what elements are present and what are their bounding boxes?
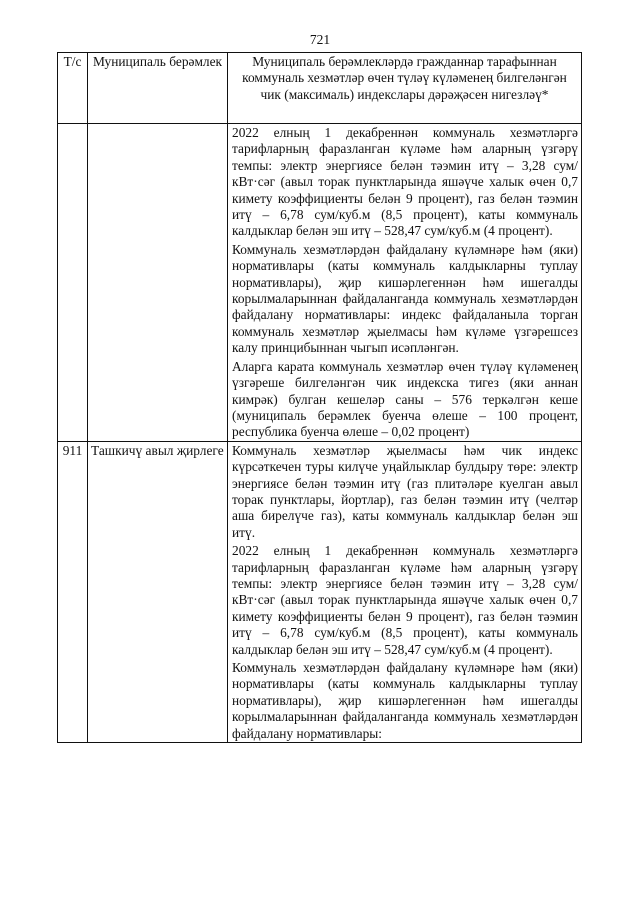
paragraph-affected-people: Аларга карата коммуналь хезмәтләр өчен түләү күләменең үзгәреше билгеләнгән чик индекска тигез (яки аннан кимрәк) булган кешеләр саны – 576 теркәлгән кеше (муниципаль берәмлек буенча өлеше – 100 процент, республика буенча өлеше – 0,02 процент)	[232, 358, 578, 440]
row-number: 911	[58, 441, 88, 742]
paragraph-service-set: Коммуналь хезмәтләр җыелмасы һәм чик индекс күрсәткечен туры килүче уңайлыклар булдыру төре: электр энергиясе белән тәэмин итү (газ плитәләре куелган авыл торак пунктлары, йортлар), газ белән тәэмин итү (челтәр аша бирелүче газ), каты коммуналь калдыклар белән эш итү.	[232, 442, 578, 540]
row-number	[58, 124, 88, 442]
table-header-row	[58, 53, 582, 124]
page-number: 721	[309, 32, 331, 47]
header-municipality: Муниципаль берәмлек	[88, 53, 228, 124]
row-municipality	[88, 124, 228, 442]
paragraph-consumption-norms: Коммуналь хезмәтләрдән файдалану күләмнәре һәм (яки) нормативлары (каты коммуналь калдыкларны туплау нормативлары), җир кишәрлегеннән һәм ишегалды корылмаларыннан файдаланганда коммуналь хезмәтләрдән файдалану нормативлары: индекс файдаланыла торган коммуналь хезмәтләр җыелмасы һәм күләме үзгәрешсез калу принцибыннан чыгып исәпләнгән.	[232, 241, 578, 356]
row-justification	[228, 441, 582, 742]
paragraph-consumption-norms: Коммуналь хезмәтләрдән файдалану күләмнәре һәм (яки) нормативлары (каты коммуналь калдыкларны туплау нормативлары), җир кишәрлегеннән һәм ишегалды корылмаларыннан файдаланганда коммуналь хезмәтләрдән файдалану нормативлары:	[232, 660, 578, 741]
table-row	[58, 124, 582, 442]
table-row	[58, 441, 582, 742]
row-municipality: Ташкичү авыл җирлеге	[88, 441, 228, 742]
paragraph-tariff-forecast: 2022 елның 1 декабреннән коммуналь хезмәтләргә тарифларның фаразланган күләме һәм аларның үзгәрү темпы: электр энергиясе белән тәэмин итү – 3,28 сум/кВт·сәг (авыл торак пунктларында яшәүче халык өчен 0,7 кимету коэффициенты белән 9 процент), газ белән тәэмин итү – 6,78 сум/куб.м (8,5 процент), каты коммуналь калдыклар белән эш итү – 528,47 сум/куб.м (4 процент).	[232, 125, 578, 239]
paragraph-tariff-forecast: 2022 елның 1 декабреннән коммуналь хезмәтләргә тарифларның фаразланган күләме һәм аларның үзгәрү темпы: электр энергиясе белән тәэмин итү – 3,28 сум/кВт·сәг (авыл торак пунктларында яшәүче халык өчен 0,7 кимету коэффициенты белән 9 процент), газ белән тәэмин итү – 6,78 сум/куб.м (8,5 процент), каты коммуналь калдыклар белән эш итү – 528,47 сум/куб.м (4 процент).	[232, 543, 578, 657]
header-justification: Муниципаль берәмлекләрдә гражданнар тарафыннан коммуналь хезмәтләр өчен түләү күләменең билгеләнгән чик (максималь) индекслары дәрәҗәсен нигезләү*	[228, 53, 582, 124]
tariff-index-table	[57, 52, 582, 743]
row-justification	[228, 124, 582, 442]
header-number: Т/с	[58, 53, 88, 124]
